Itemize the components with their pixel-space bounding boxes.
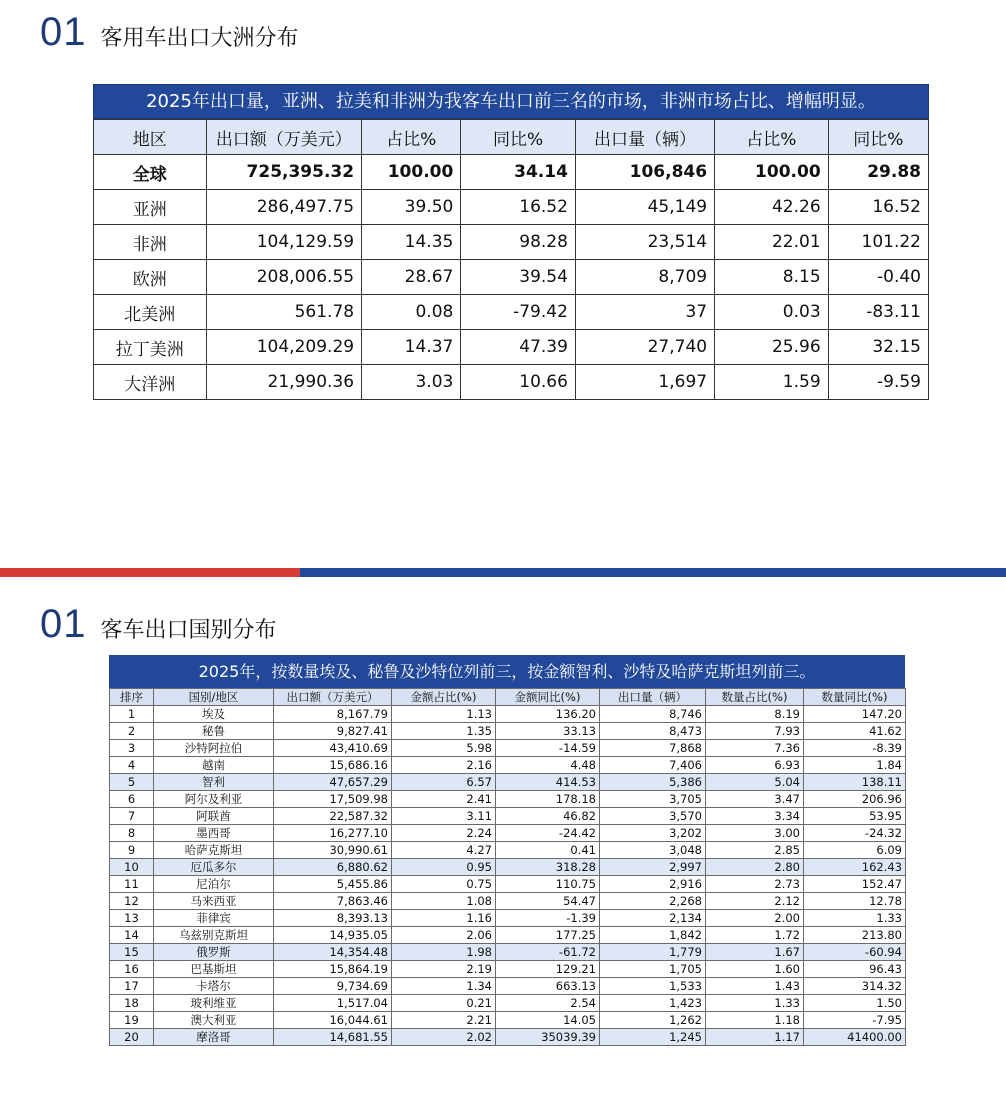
value-cell: 14.35	[362, 225, 461, 260]
value-cell: 32.15	[828, 330, 928, 365]
value-cell: 39.54	[461, 260, 576, 295]
table-row	[94, 190, 929, 225]
value-cell: 3.03	[362, 365, 461, 400]
value-cell: 22,587.32	[274, 808, 392, 825]
value-cell: 2.21	[392, 1012, 496, 1029]
value-cell: 110.75	[496, 876, 600, 893]
value-cell: 6.09	[804, 842, 906, 859]
rank-cell: 11	[110, 876, 154, 893]
country-cell: 菲律宾	[154, 910, 274, 927]
value-cell: 14.37	[362, 330, 461, 365]
table-row	[110, 859, 906, 876]
value-cell: 2.19	[392, 961, 496, 978]
value-cell: 47,657.29	[274, 774, 392, 791]
value-cell: 7.93	[706, 723, 804, 740]
value-cell: 1,842	[600, 927, 706, 944]
country-cell: 马来西亚	[154, 893, 274, 910]
value-cell: 25.96	[715, 330, 829, 365]
value-cell: 1.33	[706, 995, 804, 1012]
value-cell: 16,044.61	[274, 1012, 392, 1029]
rank-cell: 2	[110, 723, 154, 740]
value-cell: -8.39	[804, 740, 906, 757]
value-cell: 663.13	[496, 978, 600, 995]
value-cell: 414.53	[496, 774, 600, 791]
value-cell: 206.96	[804, 791, 906, 808]
divider-red-bar	[0, 568, 300, 577]
value-cell: 8,746	[600, 706, 706, 723]
value-cell: 6,880.62	[274, 859, 392, 876]
table-row	[110, 842, 906, 859]
value-cell: 2.06	[392, 927, 496, 944]
value-cell: 1.59	[715, 365, 829, 400]
table-row	[110, 927, 906, 944]
table-row	[110, 944, 906, 961]
value-cell: 1,245	[600, 1029, 706, 1046]
table-row	[110, 978, 906, 995]
value-cell: -14.59	[496, 740, 600, 757]
value-cell: -61.72	[496, 944, 600, 961]
value-cell: 96.43	[804, 961, 906, 978]
value-cell: 2.41	[392, 791, 496, 808]
value-cell: 3.00	[706, 825, 804, 842]
value-cell: 4.27	[392, 842, 496, 859]
rank-cell: 3	[110, 740, 154, 757]
country-cell: 尼泊尔	[154, 876, 274, 893]
value-cell: -1.39	[496, 910, 600, 927]
value-cell: 7,406	[600, 757, 706, 774]
rank-cell: 5	[110, 774, 154, 791]
value-cell: 100.00	[362, 155, 461, 190]
value-cell: 10.66	[461, 365, 576, 400]
rank-cell: 20	[110, 1029, 154, 1046]
table-2-header-cell: 数量占比(%)	[706, 689, 804, 706]
value-cell: 162.43	[804, 859, 906, 876]
value-cell: 4.48	[496, 757, 600, 774]
value-cell: 41.62	[804, 723, 906, 740]
value-cell: 34.14	[461, 155, 576, 190]
country-cell: 沙特阿拉伯	[154, 740, 274, 757]
value-cell: 147.20	[804, 706, 906, 723]
table-row	[94, 365, 929, 400]
value-cell: 14,681.55	[274, 1029, 392, 1046]
value-cell: 1.33	[804, 910, 906, 927]
region-cell: 亚洲	[94, 190, 207, 225]
rank-cell: 16	[110, 961, 154, 978]
value-cell: 54.47	[496, 893, 600, 910]
value-cell: 1.50	[804, 995, 906, 1012]
value-cell: 3,048	[600, 842, 706, 859]
value-cell: 1.13	[392, 706, 496, 723]
region-cell: 欧洲	[94, 260, 207, 295]
value-cell: 37	[575, 295, 714, 330]
rank-cell: 4	[110, 757, 154, 774]
value-cell: 2.85	[706, 842, 804, 859]
country-cell: 哈萨克斯坦	[154, 842, 274, 859]
value-cell: 100.00	[715, 155, 829, 190]
value-cell: 5,455.86	[274, 876, 392, 893]
value-cell: 23,514	[575, 225, 714, 260]
table-2-header-row	[110, 689, 906, 706]
value-cell: 1.84	[804, 757, 906, 774]
table-1-header-cell: 同比%	[461, 120, 576, 155]
value-cell: 14.05	[496, 1012, 600, 1029]
table-row	[110, 893, 906, 910]
table-row	[94, 330, 929, 365]
table-1-caption: 2025年出口量，亚洲、拉美和非洲为我客车出口前三名的市场，非洲市场占比、增幅明显。	[93, 84, 929, 119]
table-2-caption: 2025年，按数量埃及、秘鲁及沙特位列前三，按金额智利、沙特及哈萨克斯坦列前三。	[109, 655, 905, 688]
value-cell: 16,277.10	[274, 825, 392, 842]
value-cell: 5.04	[706, 774, 804, 791]
table-2-header-cell: 出口额（万美元）	[274, 689, 392, 706]
value-cell: 136.20	[496, 706, 600, 723]
value-cell: 1.43	[706, 978, 804, 995]
value-cell: 45,149	[575, 190, 714, 225]
value-cell: 5.98	[392, 740, 496, 757]
value-cell: -0.40	[828, 260, 928, 295]
value-cell: 33.13	[496, 723, 600, 740]
value-cell: 106,846	[575, 155, 714, 190]
value-cell: 2.54	[496, 995, 600, 1012]
value-cell: 16.52	[828, 190, 928, 225]
table-1-header-cell: 同比%	[828, 120, 928, 155]
value-cell: 1.34	[392, 978, 496, 995]
rank-cell: 6	[110, 791, 154, 808]
value-cell: 1,697	[575, 365, 714, 400]
value-cell: 8,167.79	[274, 706, 392, 723]
rank-cell: 15	[110, 944, 154, 961]
continent-export-table	[93, 119, 929, 400]
value-cell: 9,827.41	[274, 723, 392, 740]
rank-cell: 7	[110, 808, 154, 825]
rank-cell: 18	[110, 995, 154, 1012]
value-cell: 0.41	[496, 842, 600, 859]
value-cell: 8,393.13	[274, 910, 392, 927]
table-row	[110, 791, 906, 808]
country-cell: 墨西哥	[154, 825, 274, 842]
value-cell: 29.88	[828, 155, 928, 190]
region-cell: 拉丁美洲	[94, 330, 207, 365]
table-row	[110, 1012, 906, 1029]
value-cell: 104,209.29	[206, 330, 362, 365]
region-cell: 北美洲	[94, 295, 207, 330]
table-2-header-cell: 国别/地区	[154, 689, 274, 706]
rank-cell: 14	[110, 927, 154, 944]
table-1-header-cell: 占比%	[362, 120, 461, 155]
value-cell: -60.94	[804, 944, 906, 961]
value-cell: 1.98	[392, 944, 496, 961]
value-cell: 46.82	[496, 808, 600, 825]
country-cell: 巴基斯坦	[154, 961, 274, 978]
table-row	[110, 1029, 906, 1046]
value-cell: 561.78	[206, 295, 362, 330]
country-export-table-block	[109, 655, 905, 1046]
value-cell: 2,997	[600, 859, 706, 876]
value-cell: 318.28	[496, 859, 600, 876]
value-cell: 1,262	[600, 1012, 706, 1029]
section-2-number: 01	[40, 602, 87, 646]
value-cell: 3,705	[600, 791, 706, 808]
value-cell: 35039.39	[496, 1029, 600, 1046]
table-row	[110, 910, 906, 927]
table-row	[110, 825, 906, 842]
rank-cell: 9	[110, 842, 154, 859]
value-cell: -24.32	[804, 825, 906, 842]
value-cell: 178.18	[496, 791, 600, 808]
section-divider	[0, 568, 1006, 577]
table-row	[94, 260, 929, 295]
section-2-title: 客车出口国别分布	[100, 618, 277, 643]
country-cell: 埃及	[154, 706, 274, 723]
value-cell: 2,916	[600, 876, 706, 893]
value-cell: 725,395.32	[206, 155, 362, 190]
value-cell: 42.26	[715, 190, 829, 225]
value-cell: 2.24	[392, 825, 496, 842]
value-cell: 0.75	[392, 876, 496, 893]
value-cell: -9.59	[828, 365, 928, 400]
value-cell: 2.16	[392, 757, 496, 774]
value-cell: 3,570	[600, 808, 706, 825]
table-1-header-cell: 出口量（辆）	[575, 120, 714, 155]
value-cell: 2.02	[392, 1029, 496, 1046]
value-cell: 0.21	[392, 995, 496, 1012]
value-cell: 6.57	[392, 774, 496, 791]
value-cell: 12.78	[804, 893, 906, 910]
table-row	[94, 225, 929, 260]
value-cell: 2.00	[706, 910, 804, 927]
table-2-header-cell: 排序	[110, 689, 154, 706]
value-cell: 1.18	[706, 1012, 804, 1029]
value-cell: 2.73	[706, 876, 804, 893]
value-cell: 5,386	[600, 774, 706, 791]
value-cell: 7,868	[600, 740, 706, 757]
value-cell: 41400.00	[804, 1029, 906, 1046]
value-cell: 8,709	[575, 260, 714, 295]
value-cell: 9,734.69	[274, 978, 392, 995]
country-export-table	[109, 688, 906, 1046]
value-cell: 15,864.19	[274, 961, 392, 978]
value-cell: 208,006.55	[206, 260, 362, 295]
value-cell: 43,410.69	[274, 740, 392, 757]
value-cell: 3,202	[600, 825, 706, 842]
rank-cell: 12	[110, 893, 154, 910]
rank-cell: 8	[110, 825, 154, 842]
value-cell: 0.08	[362, 295, 461, 330]
value-cell: 152.47	[804, 876, 906, 893]
value-cell: 2.12	[706, 893, 804, 910]
value-cell: 21,990.36	[206, 365, 362, 400]
table-row	[94, 295, 929, 330]
value-cell: 17,509.98	[274, 791, 392, 808]
country-cell: 阿尔及利亚	[154, 791, 274, 808]
region-cell: 大洋洲	[94, 365, 207, 400]
value-cell: -7.95	[804, 1012, 906, 1029]
value-cell: 39.50	[362, 190, 461, 225]
value-cell: 22.01	[715, 225, 829, 260]
country-cell: 澳大利亚	[154, 1012, 274, 1029]
value-cell: 1,423	[600, 995, 706, 1012]
value-cell: 8,473	[600, 723, 706, 740]
table-1-total-row	[94, 155, 929, 190]
rank-cell: 1	[110, 706, 154, 723]
value-cell: 1.17	[706, 1029, 804, 1046]
table-1-header-cell: 出口额（万美元）	[206, 120, 362, 155]
value-cell: 1.16	[392, 910, 496, 927]
value-cell: 47.39	[461, 330, 576, 365]
value-cell: 104,129.59	[206, 225, 362, 260]
section-2-header	[40, 602, 277, 647]
value-cell: 2.80	[706, 859, 804, 876]
value-cell: 1,533	[600, 978, 706, 995]
table-1-header-row	[94, 120, 929, 155]
table-1-header-cell: 地区	[94, 120, 207, 155]
value-cell: 7.36	[706, 740, 804, 757]
value-cell: 213.80	[804, 927, 906, 944]
table-1-header-cell: 占比%	[715, 120, 829, 155]
country-cell: 俄罗斯	[154, 944, 274, 961]
table-row	[110, 706, 906, 723]
value-cell: 8.19	[706, 706, 804, 723]
rank-cell: 17	[110, 978, 154, 995]
country-cell: 乌兹别克斯坦	[154, 927, 274, 944]
table-row	[110, 740, 906, 757]
country-cell: 越南	[154, 757, 274, 774]
value-cell: 0.95	[392, 859, 496, 876]
value-cell: 1,779	[600, 944, 706, 961]
value-cell: 27,740	[575, 330, 714, 365]
table-2-header-cell: 金额占比(%)	[392, 689, 496, 706]
value-cell: 2,134	[600, 910, 706, 927]
value-cell: 28.67	[362, 260, 461, 295]
value-cell: 8.15	[715, 260, 829, 295]
value-cell: -83.11	[828, 295, 928, 330]
value-cell: 6.93	[706, 757, 804, 774]
value-cell: 1.72	[706, 927, 804, 944]
region-cell: 非洲	[94, 225, 207, 260]
value-cell: 3.34	[706, 808, 804, 825]
section-1-title: 客用车出口大洲分布	[100, 26, 299, 51]
value-cell: 177.25	[496, 927, 600, 944]
rank-cell: 19	[110, 1012, 154, 1029]
region-cell: 全球	[94, 155, 207, 190]
value-cell: 3.11	[392, 808, 496, 825]
value-cell: 1.67	[706, 944, 804, 961]
value-cell: 14,935.05	[274, 927, 392, 944]
table-2-header-cell: 出口量（辆）	[600, 689, 706, 706]
continent-export-table-block	[93, 84, 929, 400]
table-row	[110, 723, 906, 740]
divider-blue-bar	[300, 568, 1006, 577]
value-cell: 30,990.61	[274, 842, 392, 859]
value-cell: 101.22	[828, 225, 928, 260]
table-row	[110, 961, 906, 978]
value-cell: 1.60	[706, 961, 804, 978]
table-2-header-cell: 金额同比(%)	[496, 689, 600, 706]
value-cell: 14,354.48	[274, 944, 392, 961]
value-cell: 314.32	[804, 978, 906, 995]
value-cell: 98.28	[461, 225, 576, 260]
value-cell: 0.03	[715, 295, 829, 330]
section-1-header	[40, 10, 299, 55]
section-1-number: 01	[40, 10, 87, 54]
value-cell: -24.42	[496, 825, 600, 842]
country-cell: 厄瓜多尔	[154, 859, 274, 876]
value-cell: 1,517.04	[274, 995, 392, 1012]
value-cell: 129.21	[496, 961, 600, 978]
table-row	[110, 757, 906, 774]
value-cell: 16.52	[461, 190, 576, 225]
table-row	[110, 808, 906, 825]
rank-cell: 13	[110, 910, 154, 927]
table-2-header-cell: 数量同比(%)	[804, 689, 906, 706]
country-cell: 摩洛哥	[154, 1029, 274, 1046]
country-cell: 阿联酋	[154, 808, 274, 825]
country-cell: 秘鲁	[154, 723, 274, 740]
value-cell: 138.11	[804, 774, 906, 791]
rank-cell: 10	[110, 859, 154, 876]
value-cell: 7,863.46	[274, 893, 392, 910]
value-cell: 1.35	[392, 723, 496, 740]
value-cell: 1.08	[392, 893, 496, 910]
value-cell: 286,497.75	[206, 190, 362, 225]
value-cell: 2,268	[600, 893, 706, 910]
value-cell: 15,686.16	[274, 757, 392, 774]
table-row	[110, 876, 906, 893]
value-cell: 1,705	[600, 961, 706, 978]
table-row	[110, 774, 906, 791]
value-cell: 53.95	[804, 808, 906, 825]
country-cell: 玻利维亚	[154, 995, 274, 1012]
table-row	[110, 995, 906, 1012]
country-cell: 卡塔尔	[154, 978, 274, 995]
value-cell: 3.47	[706, 791, 804, 808]
country-cell: 智利	[154, 774, 274, 791]
value-cell: -79.42	[461, 295, 576, 330]
